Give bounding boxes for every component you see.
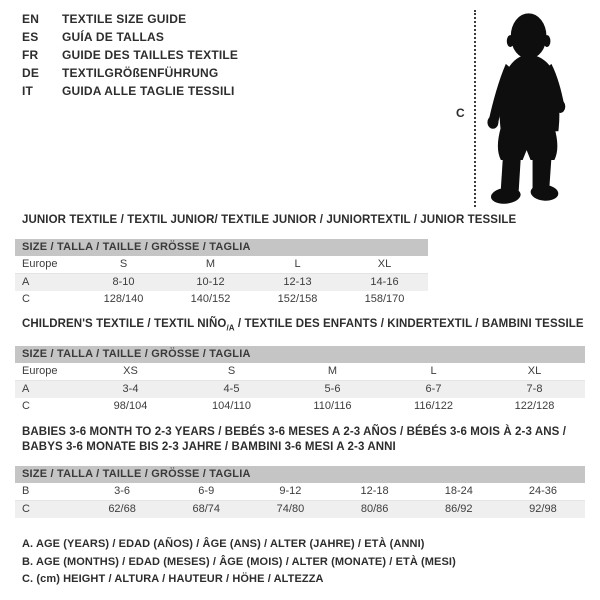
size-cell: L: [294, 258, 301, 270]
height-cell: 140/152: [190, 293, 231, 305]
height-measure-label: C: [456, 106, 465, 120]
legend-notes: [22, 536, 456, 589]
age-cell: 12-18: [360, 485, 389, 497]
language-list: [22, 10, 238, 100]
note-height-cm: C. (cm) HEIGHT / ALTURA / HAUTEUR / HÖHE / ALTEZZA: [22, 573, 324, 585]
height-cell: 128/140: [103, 293, 144, 305]
height-cell: 92/98: [529, 503, 557, 515]
age-cell: 9-12: [279, 485, 302, 497]
language-row-es: [22, 28, 238, 46]
height-cell: 122/128: [514, 400, 555, 412]
height-cell: 68/74: [192, 503, 221, 515]
junior-size-table: [15, 239, 428, 308]
size-cell: S: [227, 365, 236, 377]
size-cell: M: [205, 258, 216, 270]
table-row: [15, 291, 428, 308]
age-cell: 3-4: [122, 383, 139, 395]
row-label: A: [22, 276, 30, 288]
language-code: ES: [22, 30, 39, 44]
babies-size-table: [15, 466, 585, 518]
children-title-sub: /A: [226, 323, 235, 333]
children-size-table: [15, 346, 585, 415]
note-age-months: B. AGE (MONTHS) / EDAD (MESES) / ÂGE (MOIS) / ALTER (MONATE) / ETÀ (MESI): [22, 555, 456, 568]
babies-title-line1: BABIES 3-6 MONTH TO 2-3 YEARS / BEBÉS 3-6 MESES A 2-3 AÑOS / BÉBÉS 3-6 MOIS À 2-3 ANS /: [22, 426, 566, 438]
size-cell: S: [119, 258, 128, 270]
height-cell: 86/92: [445, 503, 473, 515]
table-row: [15, 256, 428, 274]
children-title-post: / TEXTILE DES ENFANTS / KINDERTEXTIL / BAMBINI TESSILE: [234, 318, 584, 330]
language-code: IT: [22, 84, 34, 98]
size-cell: XL: [527, 365, 542, 377]
language-code: DE: [22, 66, 40, 80]
babies-title-line2: BABYS 3-6 MONATE BIS 2-3 JAHRE / BAMBINI 3-6 MESI A 2-3 ANNI: [22, 441, 396, 453]
height-cell: 116/122: [414, 400, 453, 412]
height-cell: 80/86: [360, 503, 389, 515]
guide-title-fr: GUIDE DES TAILLES TEXTILE: [62, 48, 239, 62]
age-cell: 12-13: [283, 276, 312, 288]
table-row: [15, 274, 428, 291]
age-cell: 8-10: [112, 276, 135, 288]
age-cell: 24-36: [528, 485, 558, 497]
children-title-pre: CHILDREN'S TEXTILE / TEXTIL NIÑO: [22, 318, 227, 330]
table-row: [15, 381, 585, 398]
height-cell: 110/116: [313, 400, 352, 412]
guide-title-es: GUÍA DE TALLAS: [62, 30, 165, 44]
guide-title-de: TEXTILGRÖßENFÜHRUNG: [62, 66, 219, 80]
row-label: B: [22, 485, 30, 497]
table-row: [15, 483, 585, 501]
size-header-bar: SIZE / TALLA / TAILLE / GRÖSSE / TAGLIA: [15, 466, 585, 483]
age-cell: 10-12: [196, 276, 225, 288]
guide-title-it: GUIDA ALLE TAGLIE TESSILI: [62, 84, 235, 98]
children-section-title: [22, 317, 584, 335]
age-cell: 6-9: [198, 485, 215, 497]
age-cell: 4-5: [223, 383, 240, 395]
age-cell: 6-7: [425, 383, 442, 395]
babies-section-title: [22, 425, 566, 455]
size-cell: M: [327, 365, 338, 377]
row-label: C: [22, 503, 30, 515]
row-label: C: [22, 293, 30, 305]
height-cell: 62/68: [108, 503, 136, 515]
size-cell: XL: [377, 258, 392, 270]
language-row-de: [22, 64, 238, 82]
note-age-years: A. AGE (YEARS) / EDAD (AÑOS) / ÂGE (ANS) / ALTER (JAHRE) / ETÀ (ANNI): [22, 538, 425, 550]
table-row: [15, 363, 585, 381]
language-row-en: [22, 10, 238, 28]
age-cell: 5-6: [324, 383, 341, 395]
row-label: A: [22, 383, 30, 395]
language-code: EN: [22, 12, 40, 26]
language-code: FR: [22, 48, 39, 62]
height-measure-dotted-line: [474, 10, 476, 207]
age-cell: 3-6: [114, 485, 131, 497]
age-cell: 18-24: [444, 485, 473, 497]
row-label: C: [22, 400, 30, 412]
age-cell: 7-8: [526, 383, 543, 395]
age-cell: 14-16: [370, 276, 399, 288]
guide-title-en: TEXTILE SIZE GUIDE: [62, 12, 187, 26]
size-header-bar: SIZE / TALLA / TAILLE / GRÖSSE / TAGLIA: [15, 346, 585, 363]
height-cell: 98/104: [113, 400, 148, 412]
language-row-fr: [22, 46, 238, 64]
size-cell: XS: [123, 365, 138, 377]
height-cell: 152/158: [277, 293, 318, 305]
table-row: [15, 398, 585, 415]
row-label: Europe: [22, 365, 58, 377]
row-label: Europe: [22, 258, 58, 270]
table-row: [15, 501, 585, 518]
size-header-bar: SIZE / TALLA / TAILLE / GRÖSSE / TAGLIA: [15, 239, 428, 256]
toddler-silhouette-icon: [484, 4, 598, 208]
junior-section-title: JUNIOR TEXTILE / TEXTIL JUNIOR/ TEXTILE JUNIOR / JUNIORTEXTIL / JUNIOR TESSILE: [22, 214, 517, 226]
height-cell: 104/110: [212, 400, 251, 412]
height-cell: 74/80: [276, 503, 305, 515]
language-row-it: [22, 82, 238, 100]
height-cell: 158/170: [364, 293, 405, 305]
size-cell: L: [430, 365, 437, 377]
